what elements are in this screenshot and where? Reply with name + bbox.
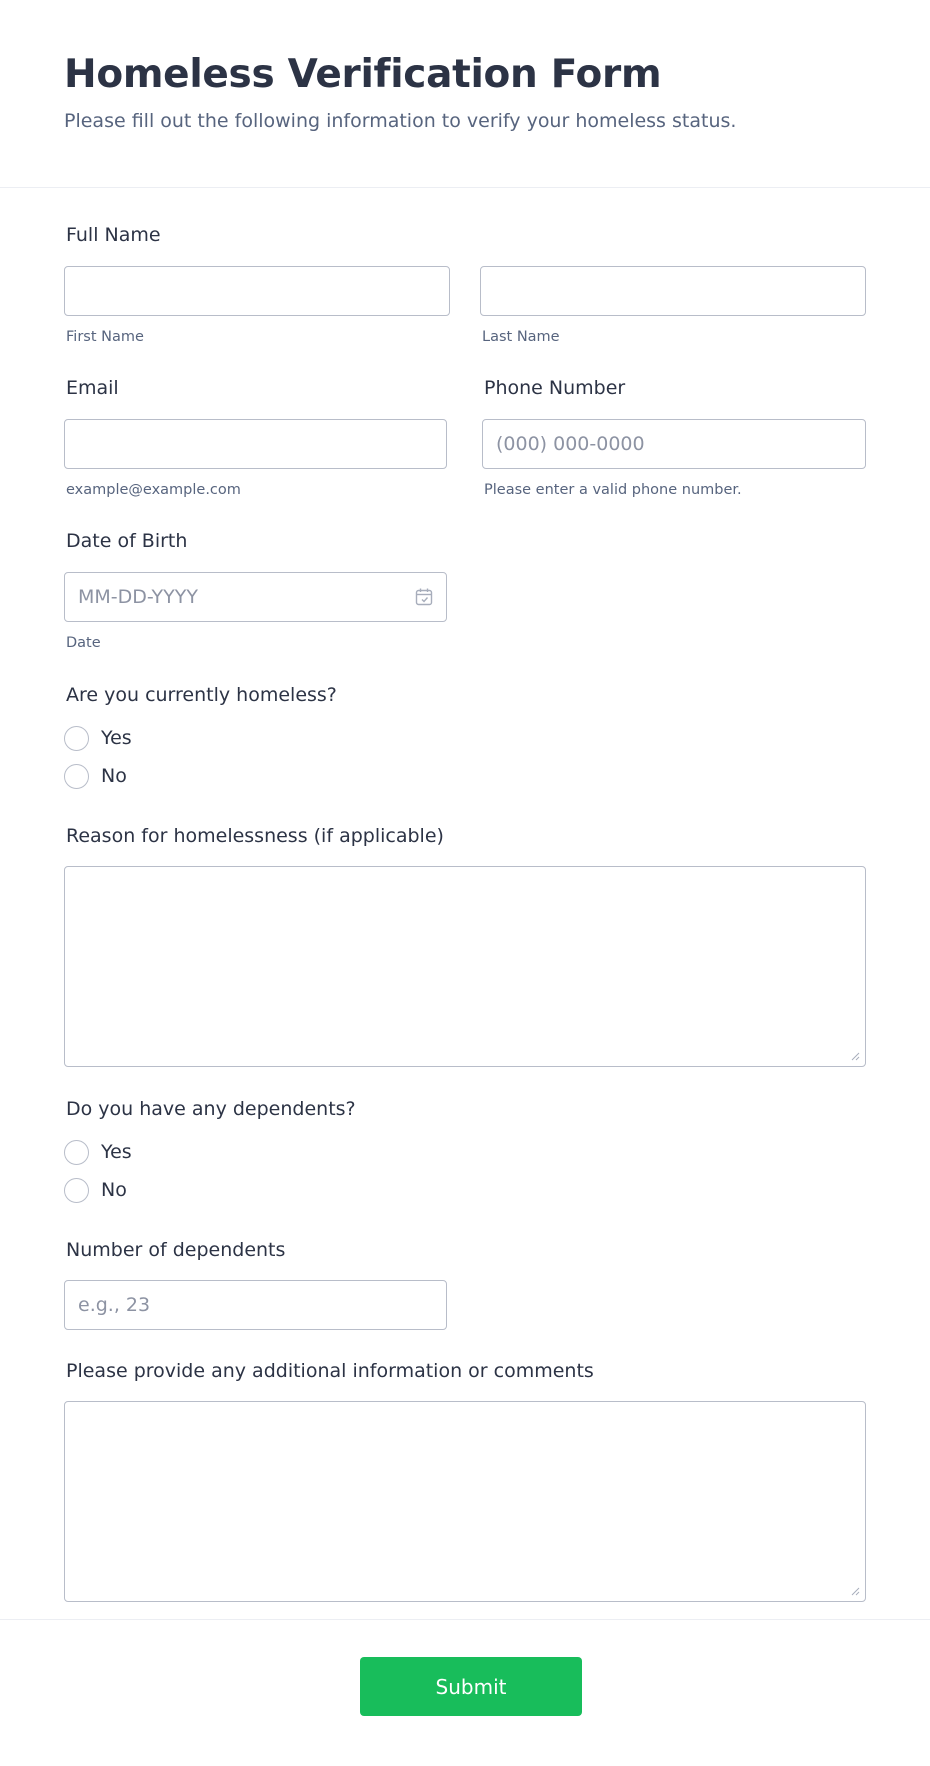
- reason-label: Reason for homelessness (if applicable): [66, 825, 444, 847]
- num-dependents-input[interactable]: [64, 1280, 447, 1330]
- reason-textarea[interactable]: [64, 866, 866, 1067]
- email-label: Email: [66, 377, 119, 399]
- first-name-sublabel: First Name: [66, 329, 144, 345]
- phone-label: Phone Number: [484, 377, 626, 399]
- dob-label: Date of Birth: [66, 530, 188, 552]
- calendar-icon[interactable]: [414, 587, 434, 607]
- radio-label: Yes: [101, 727, 132, 749]
- dependents-option-yes[interactable]: [64, 1138, 132, 1166]
- comments-label: Please provide any additional information or comments: [66, 1360, 594, 1382]
- radio-label: No: [101, 1179, 127, 1201]
- submit-button[interactable]: Submit: [360, 1657, 582, 1716]
- radio-label: No: [101, 765, 127, 787]
- form-subtitle: Please fill out the following information to verify your homeless status.: [64, 110, 737, 132]
- form-title: Homeless Verification Form: [64, 52, 662, 97]
- comments-textarea[interactable]: [64, 1401, 866, 1602]
- num-dependents-label: Number of dependents: [66, 1239, 286, 1261]
- phone-sublabel: Please enter a valid phone number.: [484, 482, 742, 498]
- dependents-question: Do you have any dependents?: [66, 1098, 356, 1120]
- homeless-option-yes[interactable]: [64, 724, 132, 752]
- radio-button[interactable]: [64, 1178, 89, 1203]
- phone-input[interactable]: [482, 419, 866, 469]
- radio-button[interactable]: [64, 764, 89, 789]
- email-input[interactable]: [64, 419, 447, 469]
- resize-grip-icon[interactable]: [850, 1051, 860, 1061]
- dob-input[interactable]: [64, 572, 447, 622]
- footer-divider: [0, 1619, 930, 1620]
- first-name-input[interactable]: [64, 266, 450, 316]
- radio-button[interactable]: [64, 1140, 89, 1165]
- homeless-question: Are you currently homeless?: [66, 684, 337, 706]
- radio-button[interactable]: [64, 726, 89, 751]
- radio-label: Yes: [101, 1141, 132, 1163]
- dob-sublabel: Date: [66, 635, 101, 651]
- homeless-option-no[interactable]: [64, 762, 127, 790]
- dependents-option-no[interactable]: [64, 1176, 127, 1204]
- email-sublabel: example@example.com: [66, 482, 241, 498]
- last-name-sublabel: Last Name: [482, 329, 560, 345]
- last-name-input[interactable]: [480, 266, 866, 316]
- resize-grip-icon[interactable]: [850, 1586, 860, 1596]
- full-name-label: Full Name: [66, 224, 161, 246]
- form-header: [0, 0, 930, 188]
